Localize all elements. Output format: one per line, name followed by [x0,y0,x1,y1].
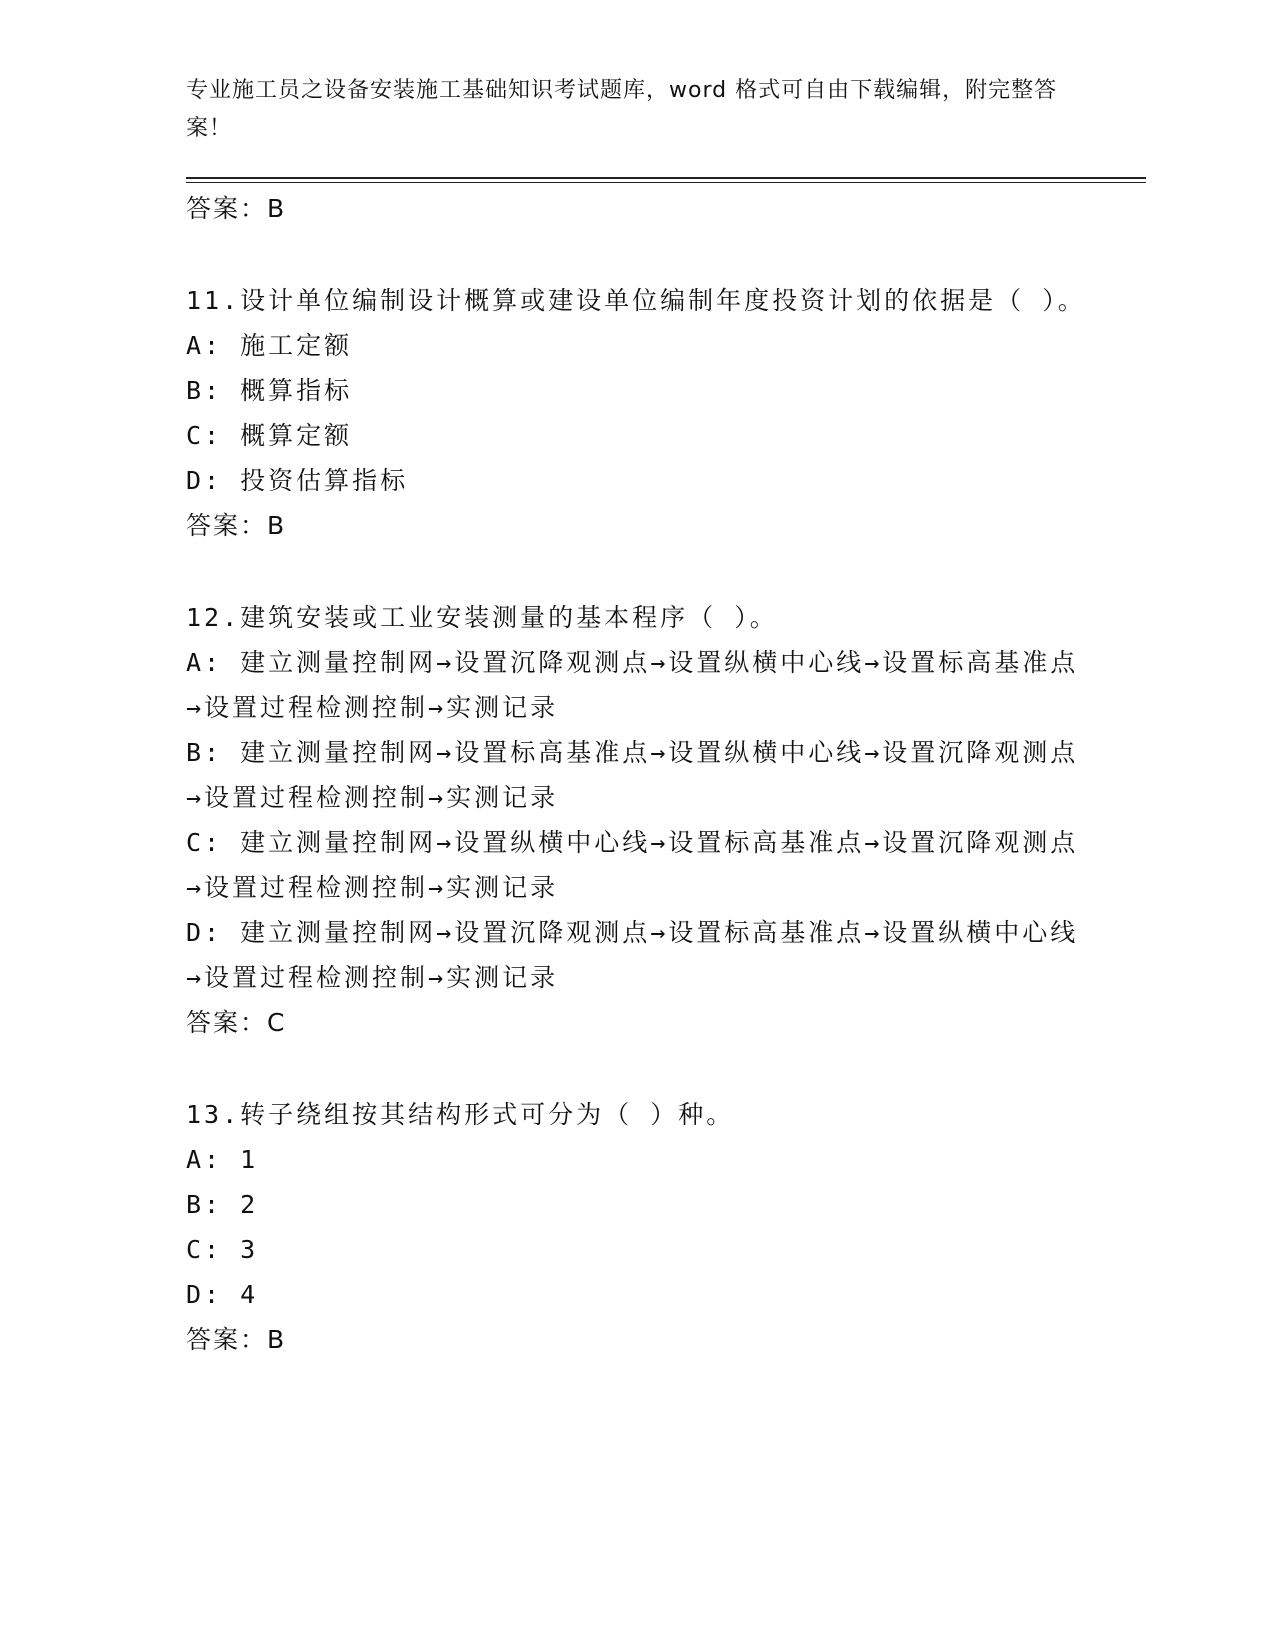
option-a: A: 施工定额 [186,331,353,360]
option-d: D: 建立测量控制网→设置沉降观测点→设置标高基准点→设置纵横中心线→设置过程检测控制→实测记录 [186,918,1079,992]
question-12 [186,595,1086,1046]
spacer [186,232,1086,278]
header-divider [186,177,1146,179]
question-stem: 11.设计单位编制设计概算或建设单位编制年度投资计划的依据是（ ）。 [186,286,1086,315]
option-b: B: 概算指标 [186,376,353,405]
option-d: D: 投资估算指标 [186,466,409,495]
option-d: D: 4 [186,1280,259,1309]
question-11 [186,278,1086,549]
answer-line: 答案：B [186,1325,287,1354]
question-stem: 12.建筑安装或工业安装测量的基本程序（ ）。 [186,603,778,632]
document-body [186,186,1086,1363]
option-c: C: 3 [186,1235,259,1264]
option-c: C: 概算定额 [186,421,353,450]
option-a: A: 建立测量控制网→设置沉降观测点→设置纵横中心线→设置标高基准点→设置过程检测控制→实测记录 [186,648,1079,722]
question-stem: 13.转子绕组按其结构形式可分为（ ）种。 [186,1100,735,1129]
page-header: 专业施工员之设备安装施工基础知识考试题库，word 格式可自由下载编辑，附完整答案！ [186,78,1058,141]
question-13 [186,1092,1086,1363]
option-c: C: 建立测量控制网→设置纵横中心线→设置标高基准点→设置沉降观测点→设置过程检测控制→实测记录 [186,828,1079,902]
answer-line: 答案：B [186,511,287,540]
option-b: B: 2 [186,1190,259,1219]
answer-line: 答案：B [186,194,287,223]
option-b: B: 建立测量控制网→设置标高基准点→设置纵横中心线→设置沉降观测点→设置过程检测控制→实测记录 [186,738,1079,812]
option-a: A: 1 [186,1145,259,1174]
header-divider-thin [186,182,1146,183]
answer-line: 答案：C [186,1008,287,1037]
spacer [186,1046,1086,1092]
spacer [186,549,1086,595]
